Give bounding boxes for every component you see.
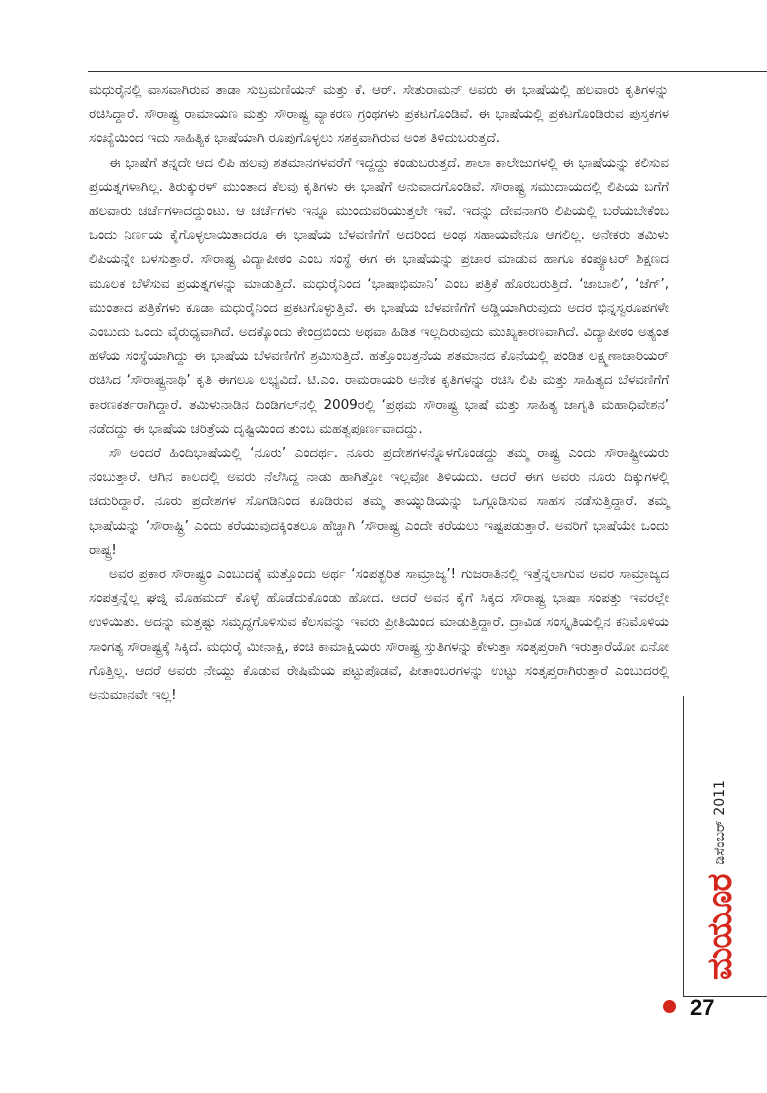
paragraph: ಅವರ ಪ್ರಕಾರ ಸೌರಾಷ್ಟ್ರಂ ಎಂಬುದಕ್ಕೆ ಮತ್ತೊಂದು ಅರ್ಥ ‘ಸಂಪತ್ಭರಿತ ಸಾಮ್ರಾಜ್ಯ’! ಗುಜರಾತಿನಲ್ಲಿ ಇತ್ತೆನ್ನಲಾಗುವ ಅವರ ಸಾಮ್ರಾಜ್ಯದ ಸಂಪತ್ತನ್ನೆಲ್ಲ ಘಜ್ನಿ ಮೊಹಮದ್ ಕೊಳ್ಳೆ ಹೊಡೆದುಕೊಂಡು ಹೋದ. ಆದರೆ ಅವನ ಕೈಗೆ ಸಿಕ್ಕದ ಸೌರಾಷ್ಟ್ರ ಭಾಷಾ ಸಂಪತ್ತು ಇವರಲ್ಲೇ ಉಳಿಯಿತು. ಅದನ್ನು ಮತ್ತಷ್ಟು ಸಮೃದ್ಧಗೊಳಿಸುವ ಕೆಲಸವನ್ನು ಇವರು ಪ್ರೀತಿಯಿಂದ ಮಾಡುತ್ತಿದ್ದಾರೆ. ದ್ರಾವಿಡ ಸಂಸ್ಕೃತಿಯಲ್ಲಿನ ಕನಿಮೊಳಿಯ ಸಾಂಗತ್ಯ ಸೌರಾಷ್ಟ್ರಕ್ಕೆ ಸಿಕ್ಕಿದೆ. ಮಧುರೈ ಮೀನಾಕ್ಷಿ, ಕಂಚಿ ಕಾಮಾಕ್ಷಿಯರು ಸೌರಾಷ್ಟ್ರ ಸ್ತುತಿಗಳನ್ನು ಕೇಳುತ್ತಾ ಸಂತೃಪ್ತರಾಗಿ ಇರುತ್ತಾರೆಯೋ ಏನೋ ಗೊತ್ತಿಲ್ಲ. ಆದರೆ ಅವರು ನೇಯ್ದು ಕೊಡುವ ರೇಷಿಮೆಯ ಪಟ್ಟುಪೊಡವೆ, ಪೀತಾಂಬರಗಳನ್ನು ಉಟ್ಟು ಸಂತೃಪ್ತರಾಗಿರುತ್ತಾರೆ ಎಂಬುದರಲ್ಲಿ ಅನುಮಾನವೇ ಇಲ್ಲ! <box>89 566 669 704</box>
article-body <box>89 78 669 707</box>
red-dot-icon <box>663 1000 676 1013</box>
magazine-logo: ಮಯೂರ <box>700 874 740 980</box>
magazine-masthead <box>696 700 744 980</box>
side-rule <box>683 696 684 996</box>
paragraph: ಈ ಭಾಷೆಗೆ ತನ್ನದೇ ಆದ ಲಿಪಿ ಹಲವು ಶತಮಾನಗಳವರೆಗೆ ಇದ್ದದ್ದು ಕಂಡುಬರುತ್ತದೆ. ಶಾಲಾ ಕಾಲೇಜುಗಳಲ್ಲಿ ಈ ಭಾಷೆಯನ್ನು ಕಲಿಸುವ ಪ್ರಯತ್ನಗಳಾಗಿಲ್ಲ. ತಿರುಕ್ಕುರಳ್ ಮುಂತಾದ ಕೆಲವು ಕೃತಿಗಳು ಈ ಭಾಷೆಗೆ ಅನುವಾದಗೊಂಡಿವೆ. ಸೌರಾಷ್ಟ್ರ ಸಮುದಾಯದಲ್ಲಿ ಲಿಪಿಯ ಬಗೆಗೆ ಹಲವಾರು ಚರ್ಚೆಗಳಾದದ್ದುಂಟು. ಆ ಚರ್ಚೆಗಳು ಇನ್ನೂ ಮುಂದುವರಿಯುತ್ತಲೇ ಇವೆ. ಇದನ್ನು ದೇವನಾಗರಿ ಲಿಪಿಯಲ್ಲಿ ಬರೆಯಬೇಕೆಂಬ ಒಂದು ನಿರ್ಣಯ ಕೈಗೊಳ್ಳಲಾಯಿತಾದರೂ ಈ ಭಾಷೆಯ ಬೆಳವಣಿಗೆಗೆ ಅದರಿಂದ ಅಂಥ ಸಹಾಯವೇನೂ ಆಗಲಿಲ್ಲ. ಅನೇಕರು ತಮಿಳು ಲಿಪಿಯನ್ನೇ ಬಳಸುತ್ತಾರೆ. ಸೌರಾಷ್ಟ್ರ ವಿದ್ಯಾಪೀಠಂ ಎಂಬ ಸಂಸ್ಥೆ ಈಗ ಈ ಭಾಷೆಯನ್ನು ಪ್ರಚಾರ ಮಾಡುವ ಹಾಗೂ ಕಂಪ್ಯೂಟರ್ ಶಿಕ್ಷಣದ ಮೂಲಕ ಬೆಳೆಸುವ ಪ್ರಯತ್ನಗಳನ್ನು ಮಾಡುತ್ತಿದೆ. ಮಧುರೈನಿಂದ ‘ಭಾಷಾಭಿಮಾನಿ’ ಎಂಬ ಪತ್ರಿಕೆ ಹೊರಬರುತ್ತಿದೆ. ‘ಜಾಬಾಲಿ’, ‘ಜೆಗ್’, ಮುಂತಾದ ಪತ್ರಿಕೆಗಳು ಕೂಡಾ ಮಧುರೈನಿಂದ ಪ್ರಕಟಗೊಳ್ಳುತ್ತಿವೆ. ಈ ಭಾಷೆಯ ಬೆಳವಣಿಗೆಗೆ ಅಡ್ಡಿಯಾಗಿರುವುದು ಅದರ ಭಿನ್ನಸ್ವರೂಪಗಳೇ ಎಂಬುದು ಒಂದು ವೈರುಧ್ಯವಾಗಿದೆ. ಅದಕ್ಕೊಂದು ಕೇಂದ್ರಬಿಂದು ಅಥವಾ ಹಿಡಿತ ಇಲ್ಲದಿರುವುದು ಮುಖ್ಯಕಾರಣವಾಗಿದೆ. ವಿದ್ಯಾಪೀಠಂ ಅತ್ಯಂತ ಹಳೆಯ ಸಂಸ್ಥೆಯಾಗಿದ್ದು ಈ ಭಾಷೆಯ ಬೆಳವಣಿಗೆಗೆ ಶ್ರಮಿಸುತ್ತಿದೆ. ಹತ್ತೊಂಬತ್ತನೆಯ ಶತಮಾನದ ಕೊನೆಯಲ್ಲಿ ಪಂಡಿತ ಲಕ್ಷ್ಮಣಾಚಾರಿಯರ್ ರಚಿಸಿದ ‘ಸೌರಾಷ್ಟ್ರನಾಥಿ’ ಕೃತಿ ಈಗಲೂ ಲಭ್ಯವಿದೆ. ಟಿ.ಎಂ. ರಾಮರಾಯರಿ ಅನೇಕ ಕೃತಿಗಳನ್ನು ರಚಿಸಿ ಲಿಪಿ ಮತ್ತು ಸಾಹಿತ್ಯದ ಬೆಳವಣಿಗೆಗೆ ಕಾರಣಕರ್ತರಾಗಿದ್ದಾರೆ. ತಮಿಳುನಾಡಿನ ದಿಂಡಿಗಲ್‌ನಲ್ಲಿ 2009ರಲ್ಲಿ ‘ಪ್ರಥಮ ಸೌರಾಷ್ಟ್ರ ಭಾಷೆ ಮತ್ತು ಸಾಹಿತ್ಯ ಜಾಗೃತಿ ಮಹಾಧಿವೇಶನ’ ನಡೆದದ್ದು ಈ ಭಾಷೆಯ ಚರಿತ್ರೆಯ ದೃಷ್ಟಿಯಿಂದ ತುಂಬ ಮಹತ್ವಪೂರ್ಣವಾದದ್ದು. <box>89 154 669 437</box>
paragraph: ಸೌ ಅಂದರೆ ಹಿಂದಿಭಾಷೆಯಲ್ಲಿ ‘ನೂರು’ ಎಂದರ್ಥ. ನೂರು ಪ್ರದೇಶಗಳನ್ನೊಳಗೊಂಡದ್ದು ತಮ್ಮ ರಾಷ್ಟ್ರ ಎಂದು ಸೌರಾಷ್ಟ್ರೀಯರು ನಂಬುತ್ತಾರೆ. ಆಗಿನ ಕಾಲದಲ್ಲಿ ಅವರು ನೆಲೆಸಿದ್ದ ನಾಡು ಹಾಗಿತ್ತೋ ಇಲ್ಲವೋ ತಿಳಿಯದು. ಆದರೆ ಈಗ ಅವರು ನೂರು ದಿಕ್ಕುಗಳಲ್ಲಿ ಚದುರಿದ್ದಾರೆ. ನೂರು ಪ್ರದೇಶಗಳ ಸೊಗಡಿನಿಂದ ಕೂಡಿರುವ ತಮ್ಮ ತಾಯ್ನುಡಿಯನ್ನು ಒಗ್ಗೂಡಿಸುವ ಸಾಹಸ ನಡೆಸುತ್ತಿದ್ದಾರೆ. ತಮ್ಮ ಭಾಷೆಯನ್ನು ‘ಸೌರಾಷ್ಟ್ರಿ’ ಎಂದು ಕರೆಯುವುದಕ್ಕಿಂತಲೂ ಹೆಚ್ಚಾಗಿ ‘ಸೌರಾಷ್ಟ್ರ ಎಂದೇ ಕರೆಯಲು ಇಷ್ಟಪಡುತ್ತಾರೆ. ಅವರಿಗೆ ಭಾಷೆಯೇ ಒಂದು ರಾಷ್ಟ್ರ! <box>89 445 669 558</box>
issue-date: ಡಿಸೆಂಬರ್ 2011 <box>712 780 728 865</box>
paragraph: ಮಧುರೈನಲ್ಲಿ ವಾಸವಾಗಿರುವ ತಾಡಾ ಸುಬ್ರಮಣಿಯನ್ ಮತ್ತು ಕೆ. ಆರ್. ಸೇತುರಾಮನ್ ಅವರು ಈ ಭಾಷೆಯಲ್ಲಿ ಹಲವಾರು ಕೃತಿಗಳನ್ನು ರಚಿಸಿದ್ದಾರೆ. ಸೌರಾಷ್ಟ್ರ ರಾಮಾಯಣ ಮತ್ತು ಸೌರಾಷ್ಟ್ರ ವ್ಯಾಕರಣ ಗ್ರಂಥಗಳು ಪ್ರಕಟಗೊಂಡಿವೆ. ಈ ಭಾಷೆಯಲ್ಲಿ ಪ್ರಕಟಗೊಂಡಿರುವ ಪುಸ್ತಕಗಳ ಸಂಖ್ಯೆಯಿಂದ ಇದು ಸಾಹಿತ್ಯಿಕ ಭಾಷೆಯಾಗಿ ರೂಪುಗೊಳ್ಳಲು ಸಶಕ್ತವಾಗಿರುವ ಅಂಶ ತಿಳಿದುಬರುತ್ತದೆ. <box>89 82 669 147</box>
masthead-rotated <box>696 700 744 980</box>
page-number: 27 <box>690 995 715 1020</box>
top-rule <box>88 71 767 72</box>
